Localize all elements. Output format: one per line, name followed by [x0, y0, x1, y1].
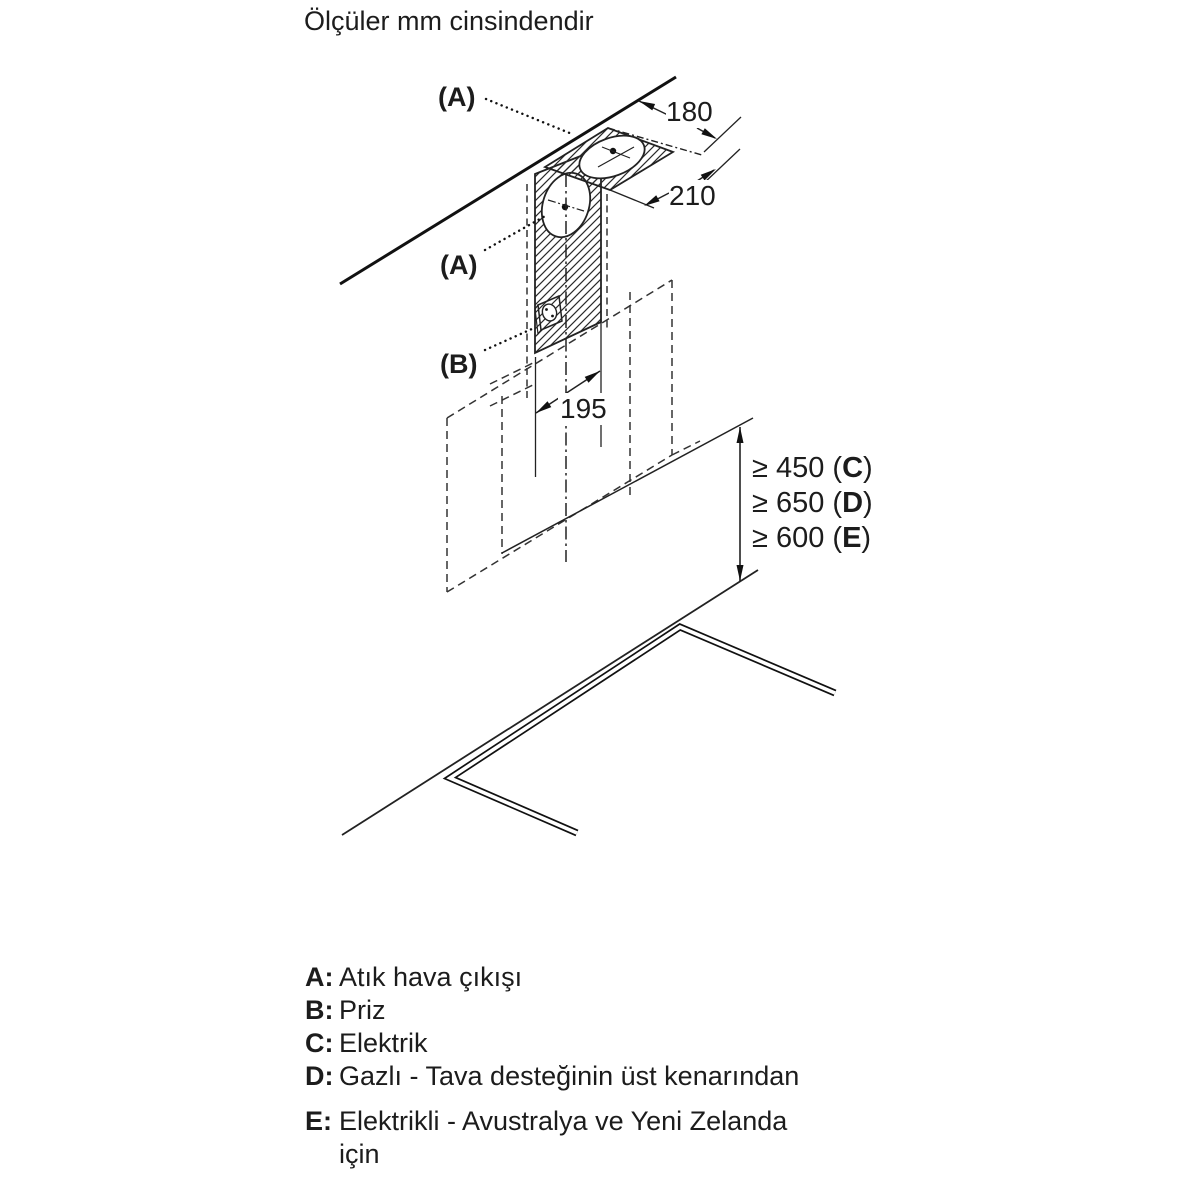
clearance-values	[752, 451, 873, 556]
legend-letter-e: E:	[305, 1106, 332, 1136]
legend-row-a	[305, 961, 799, 994]
clearance-d-letter: D	[842, 487, 864, 519]
counter-edges	[342, 570, 835, 835]
legend-row-b	[305, 994, 799, 1027]
label-socket: (B)	[440, 349, 478, 379]
legend-text-d: Gazlı - Tava desteğinin üst kenarından	[339, 1061, 800, 1091]
legend-text-e-line1: Elektrikli - Avustralya ve Yeni Zelanda	[339, 1106, 788, 1136]
legend-text-a: Atık hava çıkışı	[339, 962, 523, 992]
dimension-value-195: 195	[560, 393, 607, 424]
legend-letter-d: D:	[305, 1061, 334, 1091]
clearance-c-value: ≥ 450 (	[752, 452, 843, 484]
label-outlet-top: (A)	[438, 82, 476, 112]
clearance-e-letter: E	[842, 522, 862, 554]
clearance-d-value: ≥ 650 (	[752, 487, 843, 519]
clearance-c-letter: C	[842, 452, 864, 484]
arrowhead	[585, 371, 600, 383]
leader-outlet-top	[486, 99, 572, 134]
arrowhead	[644, 195, 660, 206]
clearance-c-close: )	[863, 452, 873, 484]
arrowhead	[737, 565, 744, 581]
dimension-value-210: 210	[669, 180, 716, 211]
drawing-title: Ölçüler mm cinsindendir	[304, 6, 594, 36]
legend-text-e-line2: için	[339, 1139, 380, 1169]
legend-letter-b: B:	[305, 995, 334, 1025]
arrowhead	[701, 128, 717, 139]
legend-letter-a: A:	[305, 962, 334, 992]
legend	[305, 961, 799, 1171]
clearance-row-d	[752, 486, 873, 521]
clearance-e-value: ≥ 600 (	[752, 522, 843, 554]
label-outlet-wall: (A)	[440, 250, 478, 280]
clearance-dimension	[502, 418, 753, 581]
legend-text-c: Elektrik	[339, 1028, 428, 1058]
hood-bottom-reference-line	[502, 418, 753, 553]
legend-text-e	[339, 1105, 787, 1171]
clearance-e-close: )	[861, 522, 872, 554]
plate-edge-extension-line	[610, 190, 654, 208]
arrowhead	[639, 101, 655, 110]
legend-row-c	[305, 1027, 799, 1060]
legend-row-d	[305, 1060, 799, 1093]
legend-row-e	[305, 1105, 799, 1171]
legend-letter-c: C:	[305, 1028, 334, 1058]
counter-back-edge	[342, 570, 758, 835]
clearance-d-close: )	[863, 487, 873, 519]
dimension-value-180: 180	[666, 96, 713, 127]
clearance-row-c	[752, 451, 873, 486]
clearance-row-e	[752, 521, 873, 556]
legend-text-b: Priz	[339, 995, 386, 1025]
tick-210	[703, 149, 740, 184]
arrowhead	[737, 427, 744, 443]
arrowhead	[536, 401, 551, 413]
